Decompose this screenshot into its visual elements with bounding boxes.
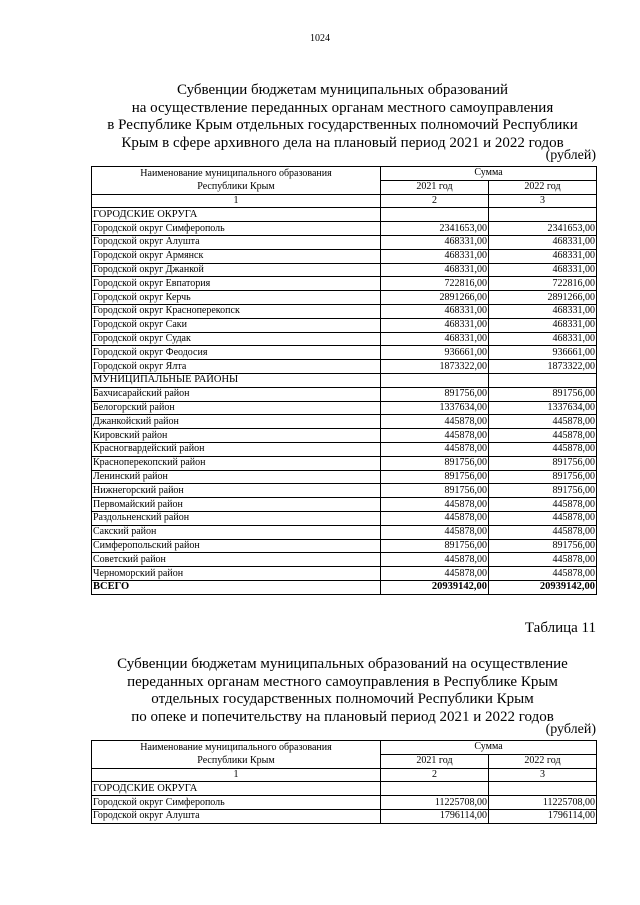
- table-row: [92, 796, 597, 810]
- empty-cell: [381, 208, 489, 222]
- row-value-2021: 891756,00: [381, 470, 489, 484]
- table-index-row: [92, 768, 597, 782]
- index-cell: 2: [381, 194, 489, 208]
- row-value-2021: 468331,00: [381, 318, 489, 332]
- row-name: Бахчисарайский район: [92, 387, 381, 401]
- row-value-2021: 445878,00: [381, 429, 489, 443]
- row-name: Городской округ Керчь: [92, 291, 381, 305]
- table-row: [92, 304, 597, 318]
- table-row: [92, 498, 597, 512]
- row-value-2021: 468331,00: [381, 249, 489, 263]
- row-name: Городской округ Армянск: [92, 249, 381, 263]
- table-row: [92, 222, 597, 236]
- table-row: [92, 387, 597, 401]
- row-value-2021: 445878,00: [381, 442, 489, 456]
- table-row: [92, 456, 597, 470]
- table-row: [92, 553, 597, 567]
- row-name: Черноморский район: [92, 567, 381, 581]
- header-name-line: Наименование муниципального образования: [140, 168, 332, 180]
- header-name-col: [92, 167, 381, 195]
- index-cell: 1: [92, 768, 381, 782]
- row-name: Раздольненский район: [92, 511, 381, 525]
- page-number: 1024: [310, 33, 330, 44]
- row-value-2022: 2891266,00: [489, 291, 597, 305]
- row-value-2022: 1796114,00: [489, 809, 597, 823]
- row-value-2022: 936661,00: [489, 346, 597, 360]
- row-value-2021: 891756,00: [381, 456, 489, 470]
- header-name-line: Наименование муниципального образования: [140, 742, 332, 754]
- row-name: Городской округ Саки: [92, 318, 381, 332]
- table1-title-line: в Республике Крым отдельных государственных полномочий Республики: [107, 117, 578, 133]
- row-value-2021: 468331,00: [381, 235, 489, 249]
- table1-title: [90, 82, 595, 152]
- table-row: [92, 249, 597, 263]
- header-year-2022: 2022 год: [489, 754, 597, 768]
- table2: [91, 740, 597, 824]
- header-year-2022: 2022 год: [489, 180, 597, 194]
- table-row: [92, 277, 597, 291]
- row-name: Симферопольский район: [92, 539, 381, 553]
- table-row: [92, 318, 597, 332]
- row-name: Городской округ Евпатория: [92, 277, 381, 291]
- row-name: Советский район: [92, 553, 381, 567]
- row-value-2022: 468331,00: [489, 249, 597, 263]
- table-row: [92, 346, 597, 360]
- row-name: Кировский район: [92, 429, 381, 443]
- empty-cell: [489, 208, 597, 222]
- row-value-2021: 11225708,00: [381, 796, 489, 810]
- row-name: Ленинский район: [92, 470, 381, 484]
- total-2021: 20939142,00: [381, 580, 489, 594]
- index-cell: 2: [381, 768, 489, 782]
- row-value-2022: 11225708,00: [489, 796, 597, 810]
- row-value-2022: 891756,00: [489, 539, 597, 553]
- header-year-2021: 2021 год: [381, 180, 489, 194]
- row-value-2022: 1337634,00: [489, 401, 597, 415]
- table-row: [92, 809, 597, 823]
- row-value-2022: 468331,00: [489, 318, 597, 332]
- table1-title-line: Субвенции бюджетам муниципальных образований: [176, 82, 509, 98]
- empty-cell: [381, 373, 489, 387]
- row-value-2021: 1337634,00: [381, 401, 489, 415]
- row-name: Сакский район: [92, 525, 381, 539]
- table-row: [92, 401, 597, 415]
- row-name: Городской округ Симферополь: [92, 796, 381, 810]
- row-name: Белогорский район: [92, 401, 381, 415]
- table-header-row: [92, 167, 597, 181]
- row-name: Красногвардейский район: [92, 442, 381, 456]
- row-value-2022: 891756,00: [489, 456, 597, 470]
- table-row: [92, 511, 597, 525]
- row-value-2021: 468331,00: [381, 304, 489, 318]
- row-value-2021: 1873322,00: [381, 360, 489, 374]
- header-year-2021: 2021 год: [381, 754, 489, 768]
- header-name-line: Республики Крым: [197, 181, 275, 193]
- row-value-2022: 468331,00: [489, 263, 597, 277]
- row-value-2022: 445878,00: [489, 429, 597, 443]
- row-value-2022: 891756,00: [489, 387, 597, 401]
- table-row: [92, 484, 597, 498]
- row-name: Городской округ Красноперекопск: [92, 304, 381, 318]
- row-value-2021: 891756,00: [381, 484, 489, 498]
- table2-title-line: отдельных государственных полномочий Республики Крым: [151, 691, 534, 707]
- row-value-2022: 722816,00: [489, 277, 597, 291]
- table2-unit: (рублей): [545, 722, 596, 737]
- table-row: [92, 567, 597, 581]
- total-row: [92, 580, 597, 594]
- section-row: [92, 782, 597, 796]
- section-title: ГОРОДСКИЕ ОКРУГА: [92, 208, 381, 222]
- empty-cell: [489, 373, 597, 387]
- table1-title-line: Крым в сфере архивного дела на плановый период 2021 и 2022 годов: [121, 134, 564, 151]
- table-row: [92, 263, 597, 277]
- row-value-2021: 2341653,00: [381, 222, 489, 236]
- row-value-2022: 445878,00: [489, 553, 597, 567]
- row-value-2022: 468331,00: [489, 304, 597, 318]
- table-header-row: [92, 741, 597, 755]
- row-value-2022: 445878,00: [489, 511, 597, 525]
- section-title: МУНИЦИПАЛЬНЫЕ РАЙОНЫ: [92, 373, 381, 387]
- table-row: [92, 291, 597, 305]
- section-title: ГОРОДСКИЕ ОКРУГА: [92, 782, 381, 796]
- row-value-2021: 891756,00: [381, 539, 489, 553]
- row-value-2021: 445878,00: [381, 525, 489, 539]
- row-name: Нижнегорский район: [92, 484, 381, 498]
- row-name: Городской округ Феодосия: [92, 346, 381, 360]
- row-value-2021: 1796114,00: [381, 809, 489, 823]
- table2-title-line: Субвенции бюджетам муниципальных образований на осуществление: [117, 656, 568, 672]
- row-value-2021: 445878,00: [381, 511, 489, 525]
- row-value-2022: 1873322,00: [489, 360, 597, 374]
- table-row: [92, 539, 597, 553]
- table2-title: [90, 656, 595, 726]
- empty-cell: [381, 782, 489, 796]
- row-name: Городской округ Алушта: [92, 809, 381, 823]
- row-value-2022: 468331,00: [489, 332, 597, 346]
- table-index-row: [92, 194, 597, 208]
- index-cell: 3: [489, 194, 597, 208]
- table2-title-line: переданных органам местного самоуправления в Республике Крым: [127, 673, 558, 690]
- table1-title-line: на осуществление переданных органам местного самоуправления: [131, 99, 554, 116]
- table-row: [92, 470, 597, 484]
- row-value-2022: 445878,00: [489, 567, 597, 581]
- index-cell: 1: [92, 194, 381, 208]
- total-2022: 20939142,00: [489, 580, 597, 594]
- row-value-2022: 468331,00: [489, 235, 597, 249]
- row-value-2022: 891756,00: [489, 484, 597, 498]
- row-value-2022: 2341653,00: [489, 222, 597, 236]
- row-value-2022: 891756,00: [489, 470, 597, 484]
- row-value-2021: 445878,00: [381, 567, 489, 581]
- row-value-2021: 891756,00: [381, 387, 489, 401]
- header-sum: Сумма: [381, 741, 597, 755]
- row-name: Городской округ Джанкой: [92, 263, 381, 277]
- row-value-2021: 2891266,00: [381, 291, 489, 305]
- row-value-2021: 445878,00: [381, 415, 489, 429]
- row-value-2021: 468331,00: [381, 332, 489, 346]
- table2-title-line: по опеке и попечительству на плановый период 2021 и 2022 годов: [131, 708, 554, 725]
- header-name-col: [92, 741, 381, 769]
- table-row: [92, 235, 597, 249]
- header-sum: Сумма: [381, 167, 597, 181]
- table-row: [92, 429, 597, 443]
- row-value-2021: 445878,00: [381, 498, 489, 512]
- row-name: Первомайский район: [92, 498, 381, 512]
- table-row: [92, 332, 597, 346]
- table-row: [92, 415, 597, 429]
- row-value-2021: 445878,00: [381, 553, 489, 567]
- row-name: Городской округ Судак: [92, 332, 381, 346]
- total-label: ВСЕГО: [92, 580, 381, 594]
- table1-unit: (рублей): [545, 148, 596, 163]
- index-cell: 3: [489, 768, 597, 782]
- row-value-2021: 722816,00: [381, 277, 489, 291]
- table1: [91, 166, 597, 595]
- row-name: Джанкойский район: [92, 415, 381, 429]
- row-value-2022: 445878,00: [489, 525, 597, 539]
- header-name-line: Республики Крым: [197, 755, 275, 767]
- row-name: Городской округ Симферополь: [92, 222, 381, 236]
- empty-cell: [489, 782, 597, 796]
- row-name: Городской округ Алушта: [92, 235, 381, 249]
- row-name: Красноперекопский район: [92, 456, 381, 470]
- section-row: [92, 373, 597, 387]
- table-label: Таблица 11: [524, 620, 596, 636]
- row-value-2022: 445878,00: [489, 442, 597, 456]
- section-row: [92, 208, 597, 222]
- table-row: [92, 360, 597, 374]
- table-row: [92, 525, 597, 539]
- row-name: Городской округ Ялта: [92, 360, 381, 374]
- row-value-2022: 445878,00: [489, 498, 597, 512]
- table-row: [92, 442, 597, 456]
- row-value-2022: 445878,00: [489, 415, 597, 429]
- row-value-2021: 936661,00: [381, 346, 489, 360]
- row-value-2021: 468331,00: [381, 263, 489, 277]
